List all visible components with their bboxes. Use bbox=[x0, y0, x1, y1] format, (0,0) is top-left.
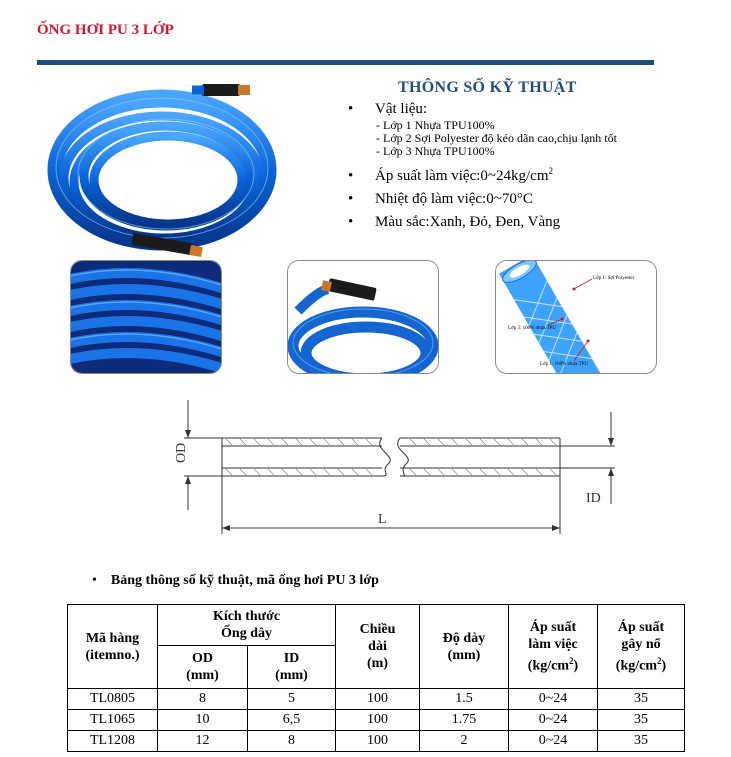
hose-coil-photo bbox=[42, 78, 302, 278]
header-size-line1: Kích thước bbox=[212, 609, 281, 624]
cell-id: 6,5 bbox=[248, 710, 336, 731]
thumbnail-coil-closeup bbox=[70, 260, 222, 374]
header-work-line1: Áp suất bbox=[529, 619, 577, 635]
cell-burst-pressure: 35 bbox=[598, 689, 685, 710]
material-item bbox=[348, 100, 708, 119]
header-burst-line2: gây nổ bbox=[621, 636, 661, 652]
id-label: ID bbox=[586, 491, 601, 506]
cross-label-2: Lớp 3: 100% nhựa TPU bbox=[508, 326, 557, 331]
header-thickness-line1: Độ dày bbox=[442, 630, 486, 646]
cell-id: 8 bbox=[248, 731, 336, 752]
cross-label-3: Lớp 1: 100% nhựa TPU bbox=[540, 362, 589, 367]
header-thickness bbox=[420, 605, 509, 689]
header-work-sup: 2 bbox=[569, 655, 574, 666]
bullet: • bbox=[348, 214, 354, 230]
spec-table bbox=[67, 604, 685, 752]
bullet: • bbox=[92, 573, 97, 588]
header-id-line2: (mm) bbox=[275, 668, 308, 683]
header-work-unit: (kg/cm bbox=[527, 658, 570, 674]
header-id bbox=[248, 646, 336, 689]
temperature-text: Nhiệt độ làm việc:0~70°C bbox=[375, 191, 533, 207]
cell-id: 5 bbox=[248, 689, 336, 710]
bullet: • bbox=[348, 191, 354, 207]
header-length-line2: dài bbox=[368, 639, 387, 654]
spec-list bbox=[348, 100, 708, 232]
cell-burst-pressure: 35 bbox=[598, 710, 685, 731]
table-row bbox=[68, 710, 685, 731]
header-size-line2: Ống dây bbox=[221, 626, 272, 641]
header-size bbox=[158, 605, 336, 646]
cell-work-pressure: 0~24 bbox=[509, 689, 598, 710]
table-caption-text: Bảng thông số kỹ thuật, mã ống hơi PU 3 lớp bbox=[110, 573, 379, 588]
header-work-pressure bbox=[509, 605, 598, 689]
header-item-line1: Mã hàng bbox=[85, 630, 140, 646]
cell-od: 12 bbox=[158, 731, 248, 752]
cross-label-1: Lớp 1: Sợi Polyester bbox=[593, 276, 635, 281]
cell-length: 100 bbox=[336, 710, 420, 731]
header-burst-sup: 2 bbox=[657, 655, 662, 666]
layer-1: - Lớp 1 Nhựa TPU100% bbox=[376, 118, 495, 132]
length-label: L bbox=[378, 512, 387, 527]
header-burst-line3 bbox=[598, 653, 684, 675]
header-od-line1: OD bbox=[192, 651, 213, 666]
cell-code: TL1208 bbox=[68, 731, 158, 752]
table-row bbox=[68, 689, 685, 710]
material-label: Vật liệu: bbox=[375, 101, 428, 117]
od-label: OD bbox=[174, 442, 189, 463]
header-burst-unit: (kg/cm bbox=[615, 658, 658, 674]
fitting-image bbox=[288, 261, 438, 373]
coil-closeup-image bbox=[71, 261, 221, 373]
header-length-line1: Chiều bbox=[359, 622, 396, 637]
cell-thickness: 2 bbox=[420, 731, 509, 752]
header-work-close: ) bbox=[573, 658, 579, 674]
cell-code: TL1065 bbox=[68, 710, 158, 731]
header-work-line3 bbox=[509, 653, 597, 675]
cell-thickness: 1.75 bbox=[420, 710, 509, 731]
temperature-item bbox=[348, 190, 708, 209]
table-caption bbox=[92, 573, 379, 589]
cell-work-pressure: 0~24 bbox=[509, 710, 598, 731]
header-length bbox=[336, 605, 420, 689]
cell-od: 8 bbox=[158, 689, 248, 710]
table-header-row bbox=[68, 605, 685, 646]
header-item bbox=[68, 605, 158, 689]
title-divider bbox=[37, 60, 654, 65]
bullet: • bbox=[348, 168, 354, 184]
cell-code: TL0805 bbox=[68, 689, 158, 710]
header-work-line2: làm việc bbox=[528, 636, 578, 652]
header-burst-pressure bbox=[598, 605, 685, 689]
colors-text: Màu sắc:Xanh, Đỏ, Đen, Vàng bbox=[375, 214, 561, 230]
table-row bbox=[68, 731, 685, 752]
layer-3: - Lớp 3 Nhựa TPU100% bbox=[376, 144, 495, 158]
cross-section-image bbox=[496, 261, 656, 373]
thumbnail-fitting bbox=[287, 260, 439, 374]
pressure-sup: 2 bbox=[548, 166, 553, 176]
cell-length: 100 bbox=[336, 731, 420, 752]
cell-thickness: 1.5 bbox=[420, 689, 509, 710]
header-length-line3: (m) bbox=[367, 656, 388, 671]
cell-burst-pressure: 35 bbox=[598, 731, 685, 752]
pressure-text: Áp suất làm việc:0~24kg/cm bbox=[375, 168, 549, 184]
cell-length: 100 bbox=[336, 689, 420, 710]
cell-od: 10 bbox=[158, 710, 248, 731]
header-item-line2: (itemno.) bbox=[85, 647, 140, 663]
bullet: • bbox=[348, 101, 354, 117]
cell-work-pressure: 0~24 bbox=[509, 731, 598, 752]
header-burst-line1: Áp suất bbox=[617, 619, 665, 635]
pressure-item bbox=[348, 162, 708, 186]
header-od bbox=[158, 646, 248, 689]
spec-heading: THÔNG SỐ KỸ THUẬT bbox=[398, 79, 577, 96]
thumbnail-cross-section bbox=[495, 260, 657, 374]
header-thickness-line2: (mm) bbox=[447, 647, 481, 663]
page-title: ỐNG HƠI PU 3 LỚP bbox=[37, 22, 174, 38]
layer-2: - Lớp 2 Sợi Polyester độ kéo dãn cao,chịu lạnh tốt bbox=[376, 131, 617, 145]
colors-item bbox=[348, 213, 708, 232]
header-burst-close: ) bbox=[661, 658, 667, 674]
hose-dimension-diagram bbox=[160, 392, 620, 542]
header-od-line2: (mm) bbox=[186, 668, 219, 683]
header-id-line1: ID bbox=[283, 651, 300, 666]
